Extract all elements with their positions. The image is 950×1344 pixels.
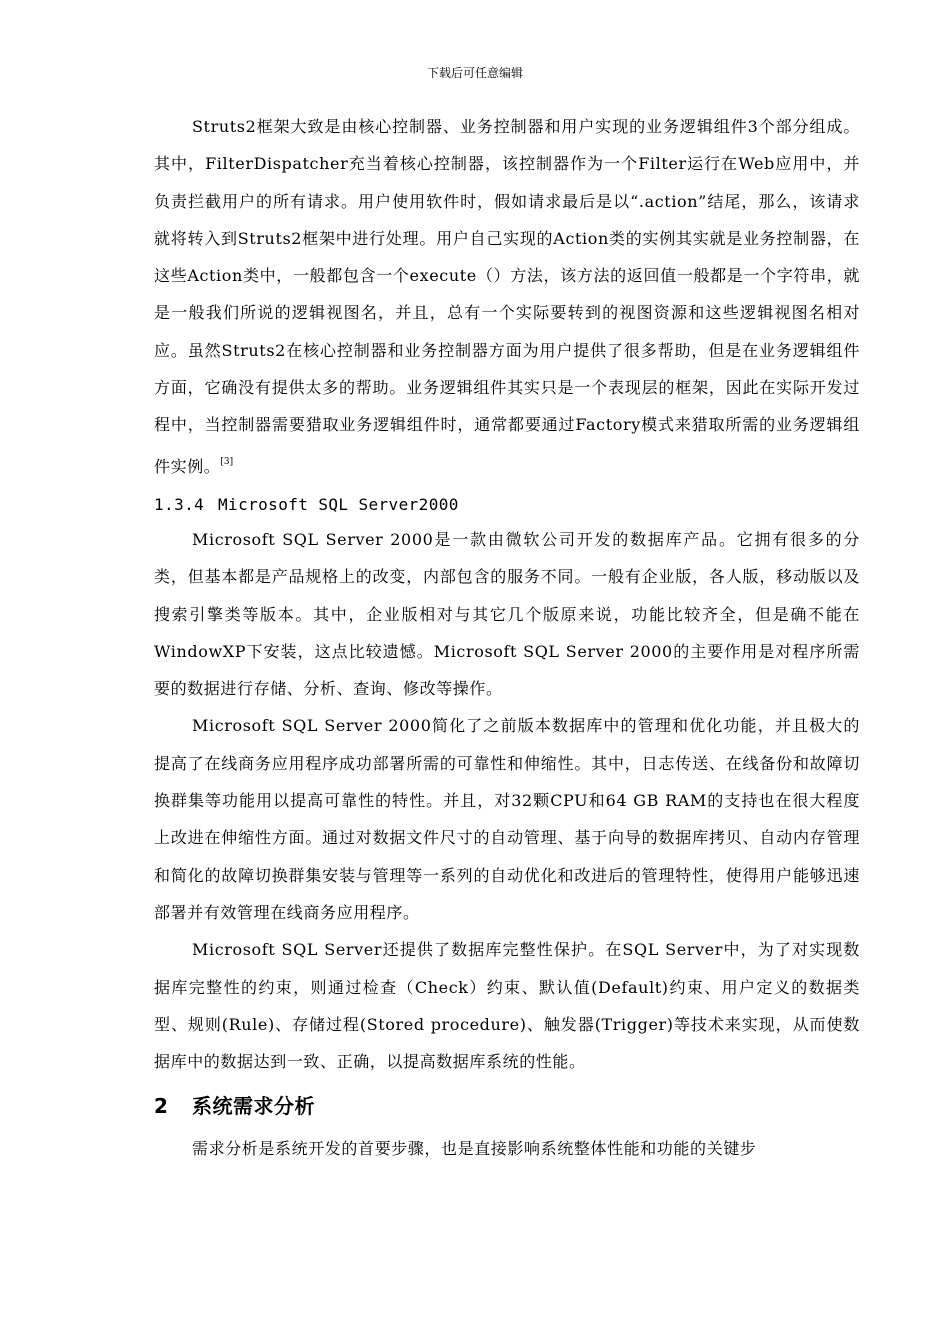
subsection-number: 1.3.4 xyxy=(154,494,205,514)
chapter-title: 系统需求分析 xyxy=(192,1094,315,1119)
chapter-number: 2 xyxy=(154,1094,169,1119)
chapter-heading xyxy=(154,1088,860,1124)
citation-marker: [3] xyxy=(220,456,234,467)
sqlserver-paragraph-1: Microsoft SQL Server 2000是一款由微软公司开发的数据库产品。它拥有很多的分类，但基本都是产品规格上的改变，内部包含的服务不同。一般有企业版，各人版，移动版以及搜索引擎类等版本。其中，企业版相对与其它几个版原来说，功能比较齐全，但是确不能在WindowXP下安装，这点比较遗憾。Microsoft SQL Server 2000的主要作用是对程序所需要的数据进行存储、分析、查询、修改等操作。 xyxy=(154,529,860,699)
subsection-title: Microsoft SQL Server2000 xyxy=(218,494,459,514)
page-content xyxy=(154,108,860,1168)
struts2-paragraph-text: Struts2框架大致是由核心控制器、业务控制器和用户实现的业务逻辑组件3个部分组成。其中，FilterDispatcher充当着核心控制器，该控制器作为一个Filter运行在Web应用中，并负责拦截用户的所有请求。用户使用软件时，假如请求最后是以“.action”结尾，那么，该请求就将转入到Struts2框架中进行处理。用户自己实现的Action类的实例其实就是业务控制器，在这些Action类中，一般都包含一个execute（）方法，该方法的返回值一般都是一个字符串，就是一般我们所说的逻辑视图名，并且，总有一个实际要转到的视图资源和这些逻辑视图名相对应。虽然Struts2在核心控制器和业务控制器方面为用户提供了很多帮助，但是在业务逻辑组件方面，它确没有提供太多的帮助。业务逻辑组件其实只是一个表现层的框架，因此在实际开发过程中，当控制器需要猎取业务逻辑组件时，通常都要通过Factory模式来猎取所需的业务逻辑组件实例。 xyxy=(154,117,860,476)
sqlserver-paragraph-3: Microsoft SQL Server还提供了数据库完整性保护。在SQL Server中，为了对实现数据库完整性的约束，则通过检查（Check）约束、默认值(Default)约束、用户定义的数据类型、规则(Rule)、存储过程(Stored procedure)、触发器(Trigger)等技术来实现，从而使数据库中的数据达到一致、正确，以提高数据库系统的性能。 xyxy=(154,940,860,1072)
subsection-heading xyxy=(154,485,860,521)
page-header-note: 下载后可任意编辑 xyxy=(426,66,523,80)
struts2-paragraph xyxy=(154,108,860,485)
sqlserver-paragraph-2: Microsoft SQL Server 2000简化了之前版本数据库中的管理和优化功能，并且极大的提高了在线商务应用程序成功部署所需的可靠性和伸缩性。其中，日志传送、在线备份和故障切换群集等功能用以提高可靠性的特性。并且，对32颗CPU和64 GB RAM的支持也在很大程度上改进在伸缩性方面。通过对数据文件尺寸的自动管理、基于向导的数据库拷贝、自动内存管理和简化的故障切换群集安装与管理等一系列的自动优化和改进后的管理特性，使得用户能够迅速部署并有效管理在线商务应用程序。 xyxy=(154,716,860,922)
requirements-paragraph: 需求分析是系统开发的首要步骤，也是直接影响系统整体性能和功能的关键步 xyxy=(192,1139,757,1159)
